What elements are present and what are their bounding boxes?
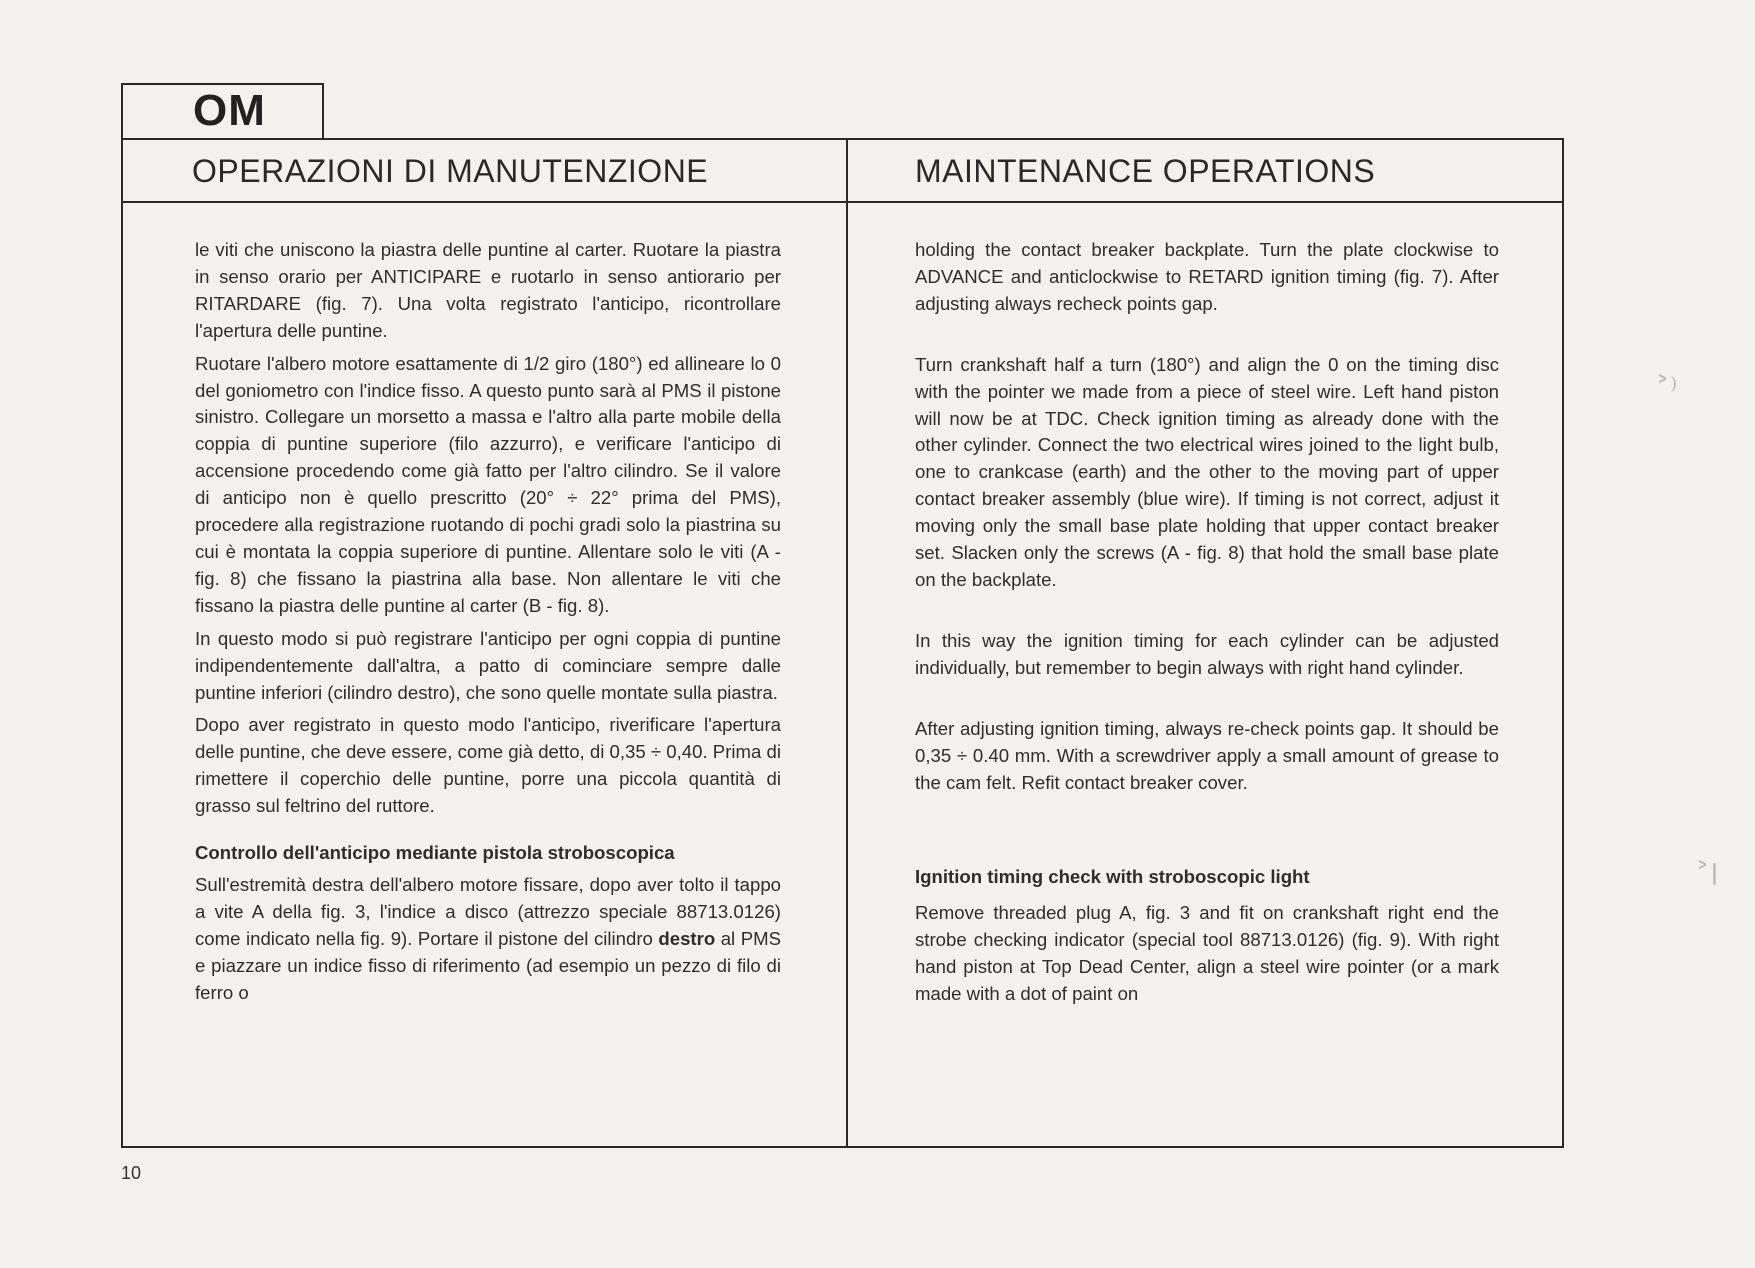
english-subheading: Ignition timing check with stroboscopic light: [915, 866, 1310, 888]
english-paragraph-1: holding the contact breaker backplate. Turn the plate clockwise to ADVANCE and anticlockwise to RETARD ignition timing (fig. 7). After adjusting always recheck points gap.: [915, 239, 1499, 314]
italian-p5-start: Sull'estremità destra dell'albero motore fissare, dopo aver tolto il tappo a vite A della fig. 3, l'indice a disco (attrezzo speciale 88713.0126) come indicato nella fig. 9). Portare il pistone del cilindro: [195, 873, 781, 949]
english-paragraph-4: After adjusting ignition timing, always re-check points gap. It should be 0,35 ÷ 0.40 mm. With a screwdriver apply a small amount of grease to the cam felt. Refit contact breaker cover.: [915, 717, 1499, 793]
italian-p5-bold: destro: [658, 927, 716, 949]
english-paragraph-3: In this way the ignition timing for each cylinder can be adjusted individually, but remember to begin always with right hand cylinder.: [915, 629, 1499, 678]
italian-paragraph-1: le viti che uniscono la piastra delle puntine al carter. Ruotare la piastra in senso orario per ANTICIPARE e ruotarlo in senso antiorario per RITARDARE (fig. 7). Una volta registrato l'anticipo, ricontrollare l'apertura delle puntine.: [195, 239, 781, 341]
title-italian: OPERAZIONI DI MANUTENZIONE: [192, 153, 709, 189]
margin-scan-mark-bottom: ˃ǀ: [1695, 858, 1719, 893]
english-column: [915, 237, 1499, 1008]
column-divider: [846, 140, 848, 1146]
italian-column: [195, 237, 781, 1006]
english-paragraph-2: Turn crankshaft half a turn (180°) and align the 0 on the timing disc with the pointer we made from a piece of steel wire. Left hand piston will now be at TDC. Check ignition timing as already done with the other cylinder. Connect the two electrical wires joined to the light bulb, one to crankcase (earth) and the other to the moving part of upper contact breaker assembly (blue wire). If timing is not correct, adjust it moving only the small base plate holding that upper contact breaker set. Slacken only the screws (A - fig. 8) that hold the small base plate on the backplate.: [915, 353, 1499, 590]
italian-paragraph-2: Ruotare l'albero motore esattamente di 1/2 giro (180°) ed allineare lo 0 del goniometro con l'indice fisso. A questo punto sarà al PMS il pistone sinistro. Collegare un morsetto a massa e l'altro alla parte mobile della coppia di puntine superiore (filo azzurro), e verificare l'anticipo di accensione procedendo come già fatto per l'altro cilindro. Se il valore di anticipo non è quello prescritto (20° ÷ 22° prima del PMS), procedere alla registrazione ruotando di pochi gradi solo la piastrina su cui è montata la coppia superiore di puntine. Allentare solo le viti (A - fig. 8) che fissano la piastrina alla base. Non allentare le viti che fissano la piastra delle puntine al carter (B - fig. 8).: [195, 352, 781, 616]
margin-scan-mark-top: ˃⁾: [1655, 372, 1678, 407]
italian-paragraph-5: [195, 872, 781, 1007]
content-frame: [121, 138, 1564, 1148]
header-divider: [123, 201, 1562, 203]
page-number: 10: [121, 1163, 142, 1183]
italian-paragraph-4: Dopo aver registrato in questo modo l'anticipo, riverificare l'apertura delle puntine, che deve essere, come già detto, di 0,35 ÷ 0,40. Prima di rimettere il coperchio delle puntine, porre una piccola quantità di grasso sul feltrino del ruttore.: [195, 714, 781, 817]
title-english: MAINTENANCE OPERATIONS: [915, 153, 1376, 189]
english-paragraph-5: Remove threaded plug A, fig. 3 and fit on crankshaft right end the strobe checking indicator (special tool 88713.0126) (fig. 9). With right hand piston at Top Dead Center, align a steel wire pointer (or a mark made with a dot of paint on: [915, 902, 1499, 1005]
italian-paragraph-3: In questo modo si può registrare l'anticipo per ogni coppia di puntine indipendentemente dall'altra, a patto di cominciare sempre dalle puntine inferiori (cilindro destro), che sono quelle montate sulla piastra.: [195, 627, 781, 703]
brand-logo: OM: [193, 86, 266, 135]
italian-subheading: Controllo dell'anticipo mediante pistola stroboscopica: [195, 842, 675, 864]
brand-box: [121, 83, 324, 139]
italian-p5-end: al PMS e piazzare un indice fisso di riferimento (ad esempio un pezzo di filo di ferro o: [195, 927, 781, 1003]
